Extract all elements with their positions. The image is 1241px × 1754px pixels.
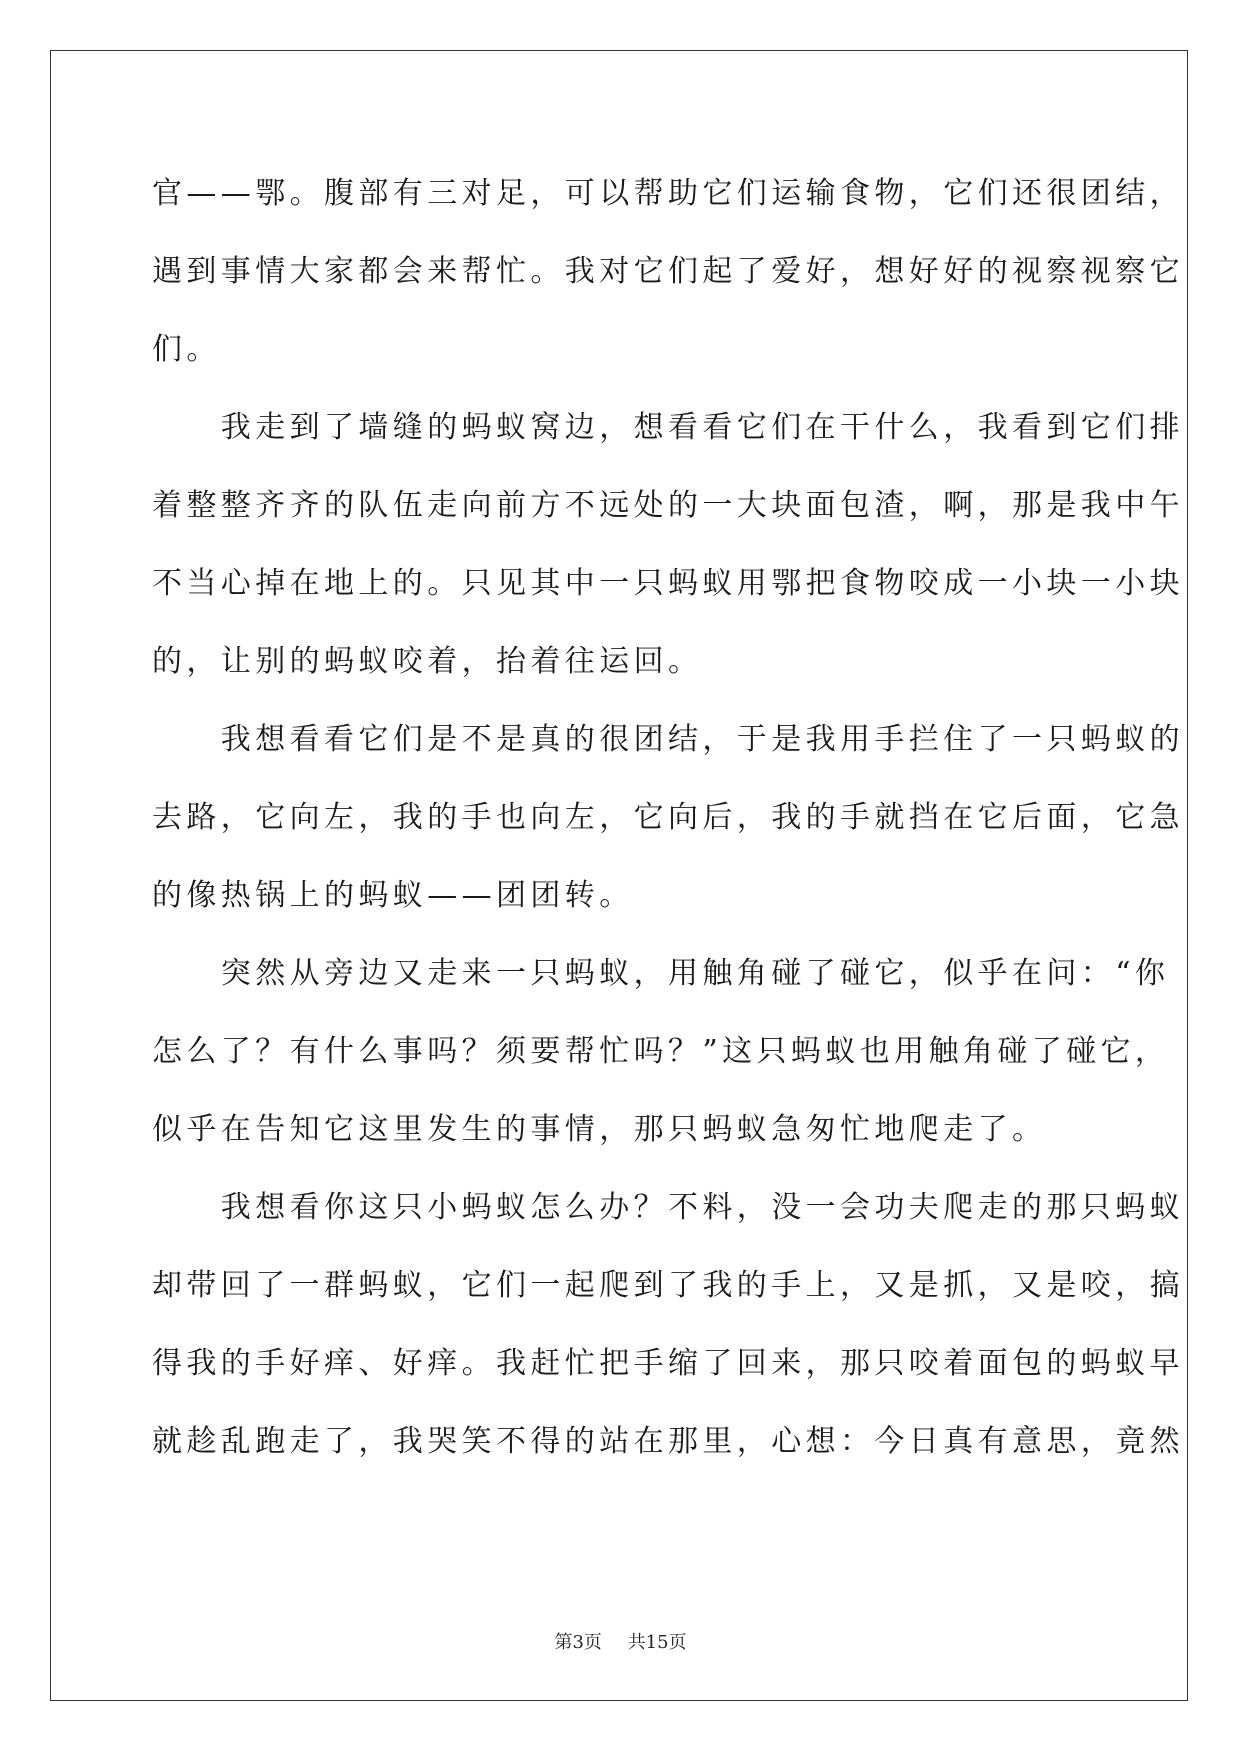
text-line: 得我的手好痒、好痒。我赶忙把手缩了回来，那只咬着面包的蚂蚁早 xyxy=(152,1346,1184,1381)
text-line: 却带回了一群蚂蚁，它们一起爬到了我的手上，又是抓，又是咬，搞 xyxy=(152,1268,1184,1303)
text-line: 似乎在告知它这里发生的事情，那只蚂蚁急匆忙地爬走了。 xyxy=(152,1112,1047,1147)
text-line: 我走到了墙缝的蚂蚁窝边，想看看它们在干什么，我看到它们排 xyxy=(152,410,1184,445)
text-line: 我想看看它们是不是真的很团结，于是我用手拦住了一只蚂蚁的 xyxy=(152,722,1184,757)
text-line: 官——鄂。腹部有三对足，可以帮助它们运输食物，它们还很团结， xyxy=(152,176,1184,211)
text-line: 们。 xyxy=(152,332,221,367)
page-total: 共15页 xyxy=(627,1632,687,1653)
text-line: 去路，它向左，我的手也向左，它向后，我的手就挡在它后面，它急 xyxy=(152,800,1184,835)
text-line: 着整整齐齐的队伍走向前方不远处的一大块面包渣，啊，那是我中午 xyxy=(152,488,1184,523)
text-line: 就趁乱跑走了，我哭笑不得的站在那里，心想：今日真有意思，竟然 xyxy=(152,1424,1184,1459)
text-line: 突然从旁边又走来一只蚂蚁，用触角碰了碰它，似乎在问：“你 xyxy=(152,956,1170,991)
text-line: 我想看你这只小蚂蚁怎么办？不料，没一会功夫爬走的那只蚂蚁 xyxy=(152,1190,1184,1225)
text-line: 遇到事情大家都会来帮忙。我对它们起了爱好，想好好的视察视察它 xyxy=(152,254,1184,289)
text-line: 怎么了？有什么事吗？须要帮忙吗？”这只蚂蚁也用触角碰了碰它， xyxy=(152,1034,1170,1069)
page-footer xyxy=(0,1628,1241,1654)
document-body xyxy=(152,155,1184,1481)
text-line: 不当心掉在地上的。只见其中一只蚂蚁用鄂把食物咬成一小块一小块 xyxy=(152,566,1184,601)
text-line: 的，让别的蚂蚁咬着，抬着往运回。 xyxy=(152,644,703,679)
text-line: 的像热锅上的蚂蚁——团团转。 xyxy=(152,878,634,913)
page-number: 第3页 xyxy=(554,1632,602,1653)
